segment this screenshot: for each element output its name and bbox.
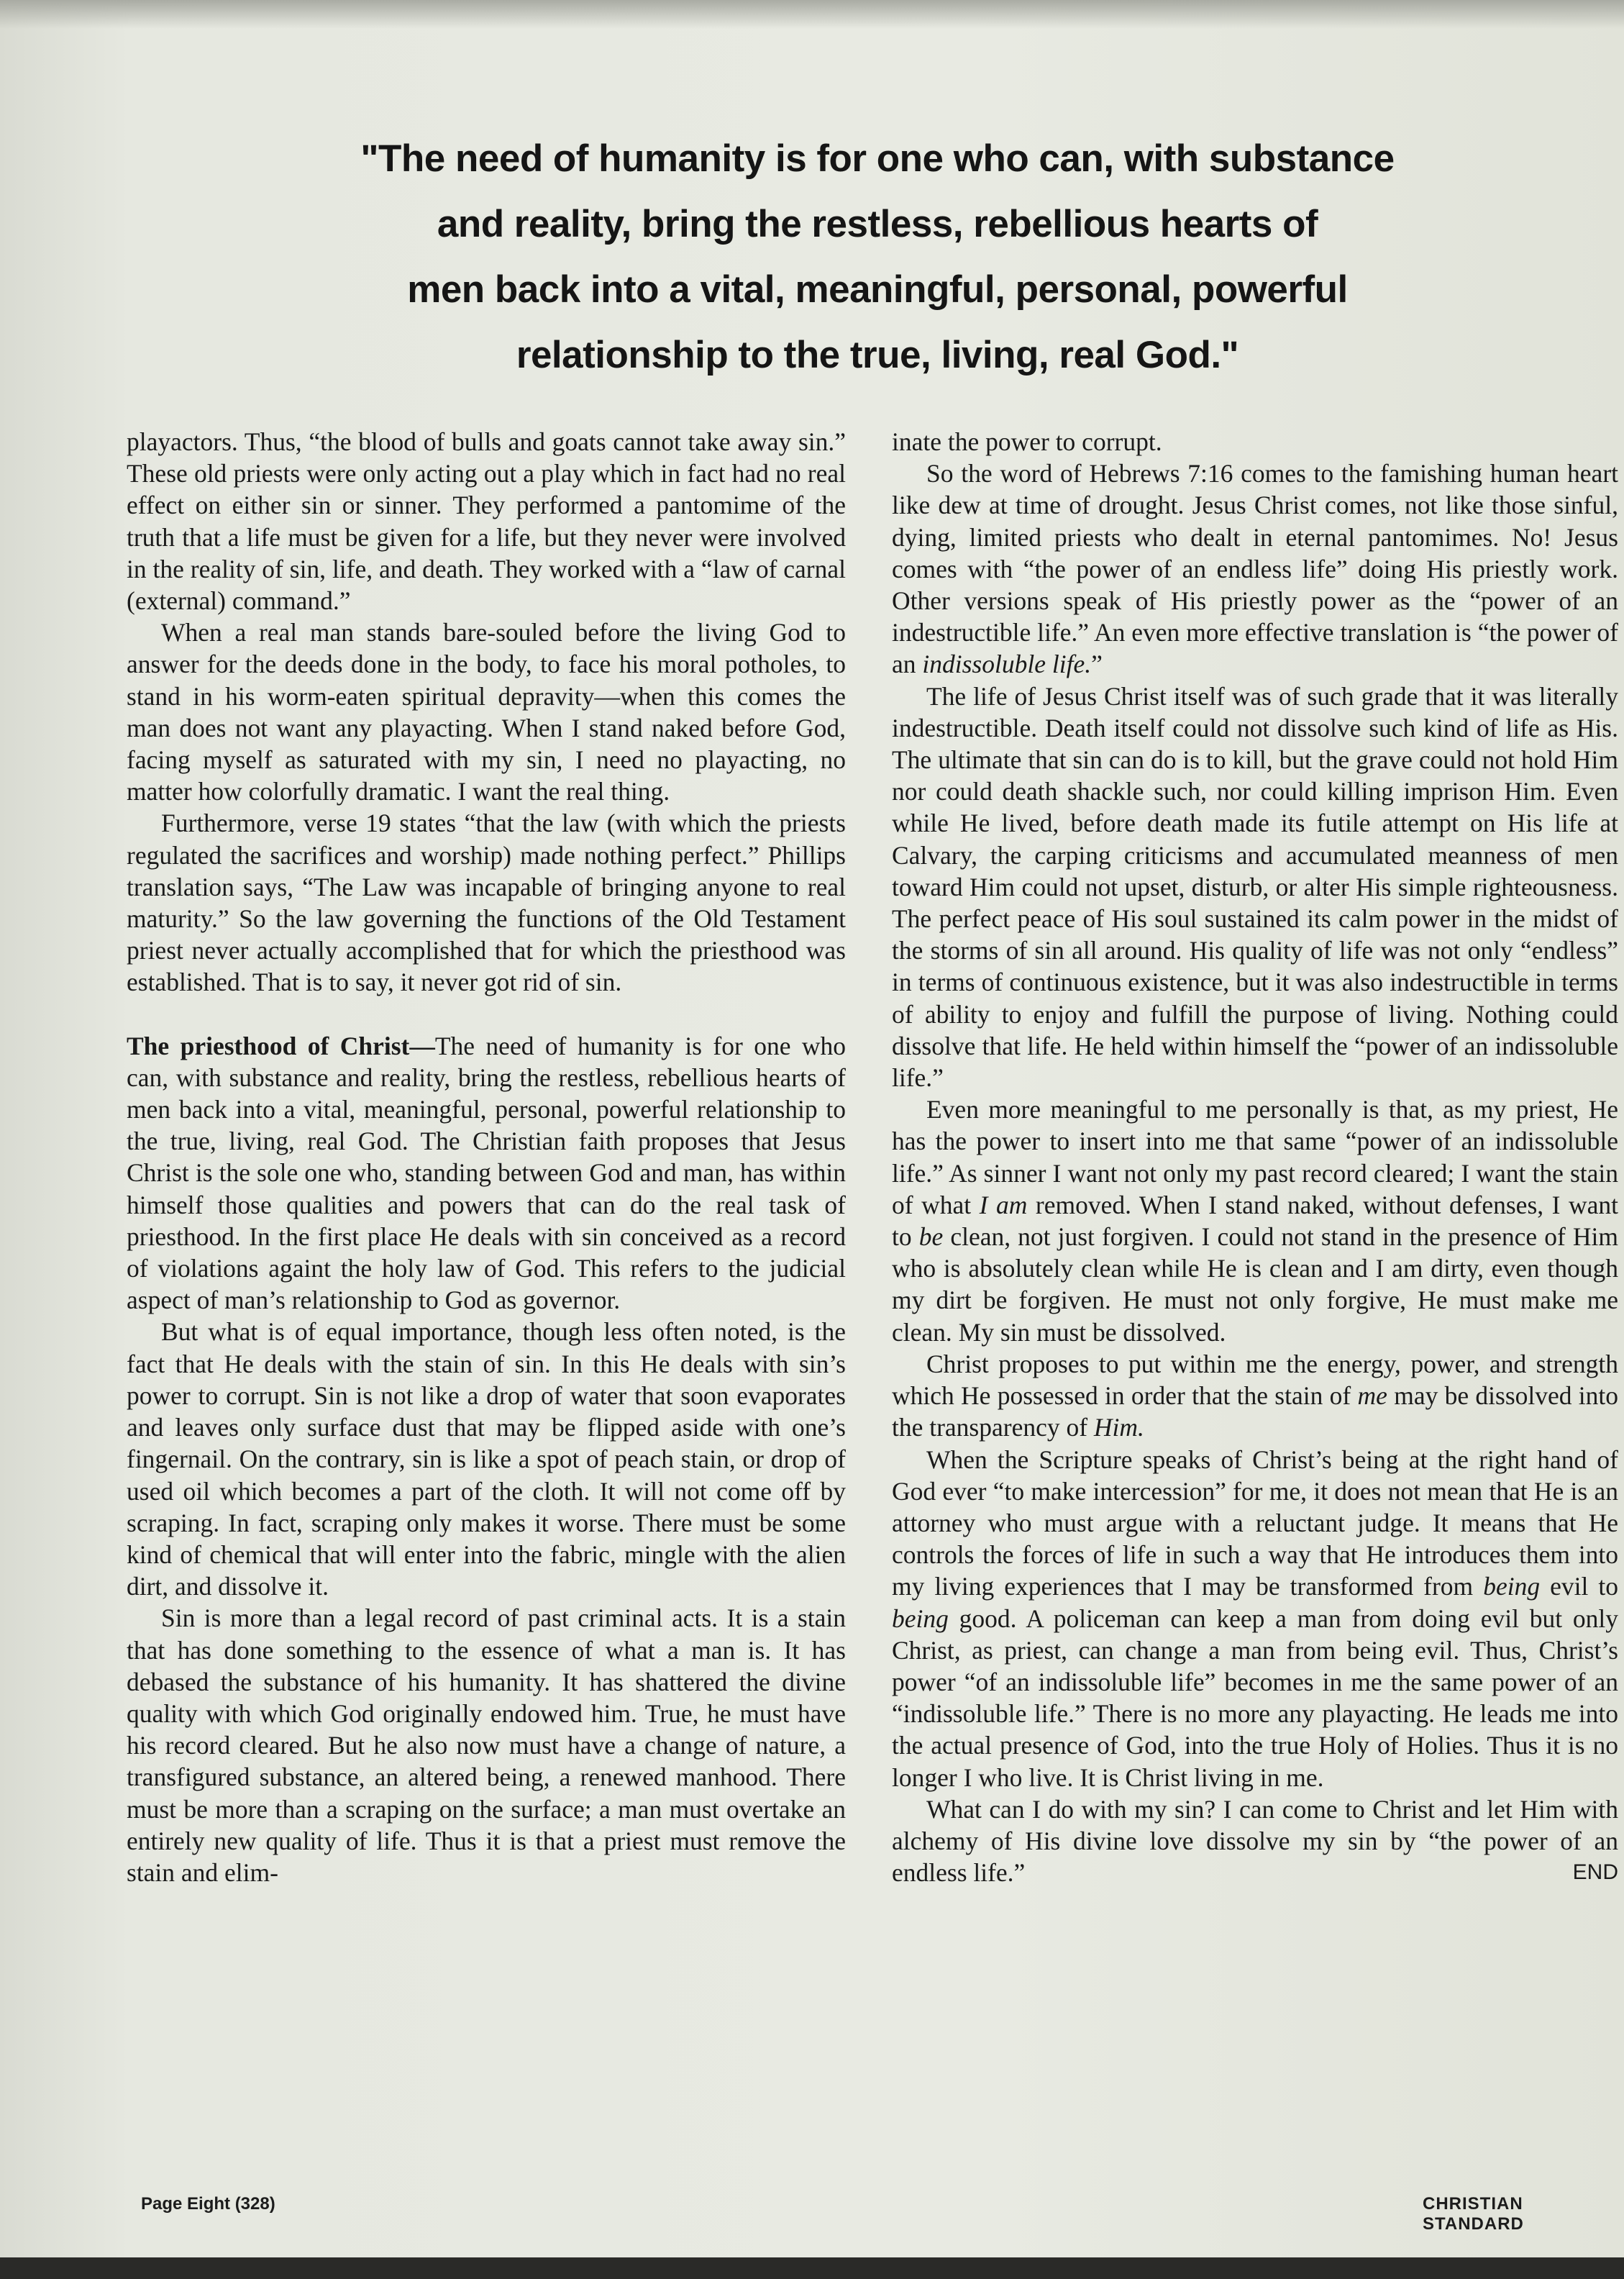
italic-run: be bbox=[918, 1222, 944, 1252]
section-heading: The priesthood of Christ— bbox=[127, 1031, 435, 1060]
right-paragraph-5 bbox=[892, 1348, 1618, 1444]
right-paragraph-6 bbox=[892, 1444, 1618, 1793]
left-paragraph-1: playactors. Thus, “the blood of bulls and goats cannot take away sin.” These old priests were only acting out a play which in fact had no real effect on either sin or sinner. They performed a pantomime of the truth that a life must be given for a life, but they never were involved in the reality of sin, life, and death. They worked with a “law of carnal (external) command.” bbox=[127, 427, 846, 616]
left-paragraph-4 bbox=[127, 1030, 846, 1316]
section-body: The need of humanity is for one who can, with substance and reality, bring the restless, rebellious hearts of men back into a vital, meaningful, personal, powerful relationship to the true, living, real God. The Christian faith proposes that Jesus Christ is the sole one who, standing between God and man, has within himself those qualities and powers that can do the real task of priesthood. In the first place He deals with sin conceived as a record of violations againt the holy law of God. This refers to the judicial aspect of man’s relationship to God as governor. bbox=[127, 1031, 846, 1315]
italic-run: being bbox=[892, 1604, 949, 1633]
text-run: evil to bbox=[1550, 1572, 1618, 1601]
right-column bbox=[892, 426, 1618, 1888]
right-paragraph-3: The life of Jesus Christ itself was of such grade that it was literally indestructible. Death itself could not dissolve such kind of life as His. The ultimate that sin can do is to kill, but the grave could not hold Him nor could death shackle such, nor could killing imprison Him. Even while He lived, before death made its futile attempt on His life at Calvary, the carping criticisms and accumulated meanness of men toward Him could not upset, disturb, or alter His simple righteousness. The perfect peace of His soul sustained its calm power in the midst of the storms of sin all around. His quality of life was not only “endless” in terms of continuous existence, but it was also indestructible in terms of ability to enjoy and fulfill the purpose of living. Nothing could dissolve that life. He held within himself the “power of an indissoluble life.” bbox=[892, 681, 1618, 1093]
left-paragraph-6: Sin is more than a legal record of past criminal acts. It is a stain that has done something to the essence of what a man is. It has debased the substance of his humanity. It has shattered the divine quality with which God originally endowed him. True, he must have his record cleared. But he also now must have a change of nature, a transfigured substance, an altered being, a renewed manhood. There must be more than a scraping on the surface; a man must overtake an entirely new quality of life. Thus it is that a priest must remove the stain and elim- bbox=[127, 1604, 846, 1887]
text-run: clean, not just forgiven. I could not stand in the presence of Him who is absolutely clean while He is clean and I am dirty, even though my dirt be forgiven. He must not only forgive, He must make me clean. My sin must be dissolved. bbox=[892, 1222, 1619, 1347]
text-run: may be dissolved into the transparency of bbox=[892, 1381, 1619, 1442]
right-paragraph-2 bbox=[892, 458, 1618, 680]
italic-run: I am bbox=[979, 1190, 1028, 1219]
pull-quote: "The need of humanity is for one who can, with substance and reality, bring the restless, rebellious hearts of men back into a vital, meaningful, personal, powerful relationship to the true, living, real God." bbox=[360, 137, 1395, 376]
publication-name: CHRISTIAN STANDARD bbox=[1423, 2194, 1524, 2234]
page-top-shadow bbox=[0, 0, 1624, 29]
text-run: Christ proposes to put within me the energy, power, and strength which He possessed in order that the stain of bbox=[892, 1349, 1618, 1411]
right-paragraph-4 bbox=[892, 1093, 1618, 1348]
left-paragraph-3: Furthermore, verse 19 states “that the law (with which the priests regulated the sacrifices and worship) made nothing perfect.” Phillips translation says, “The Law was incapable of bringing anyone to real maturity.” So the law governing the functions of the Old Testament priest never actually accomplished that for which the priesthood was established. That is to say, it never got rid of sin. bbox=[127, 809, 846, 997]
right-paragraph-1: inate the power to corrupt. bbox=[892, 427, 1162, 456]
text-run: Even more meaningful to me personally is that, as my priest, He has the power to insert into me that same “power of an indissoluble life.” As sinner I want not only my past record cleared; I want the stain of what bbox=[892, 1095, 1618, 1219]
left-paragraph-5: But what is of equal importance, though less often noted, is the fact that He deals with the stain of sin. In this He deals with sin’s power to corrupt. Sin is not like a drop of water that soon evaporates and leaves only surface dust that may be flipped aside with one’s fingernail. On the contrary, sin is like a spot of peach stain, or drop of used oil which becomes a part of the cloth. It will not come off by scraping. In fact, scraping only makes it worse. There must be some kind of chemical that will enter into the fabric, mingle with the alien dirt, and dissolve it. bbox=[127, 1317, 846, 1601]
end-mark: END bbox=[1572, 1860, 1618, 1885]
left-column bbox=[127, 426, 846, 1888]
text-run: removed. When I stand naked, without defenses, I want to bbox=[892, 1190, 1618, 1252]
italic-run: Him. bbox=[1093, 1413, 1144, 1442]
right-paragraph-7 bbox=[892, 1793, 1618, 1889]
text-run: good. A policeman can keep a man from doing evil but only Christ, as priest, can change a man from being evil. Thus, Christ’s power “of an indissoluble life” becomes in me the same power of an “indissoluble life.” There is no more any playacting. He leads me into the actual presence of God, into the true Holy of Holies. Thus it is no longer I who live. It is Christ living in me. bbox=[892, 1604, 1619, 1792]
text-run: So the word of Hebrews 7:16 comes to the famishing human heart like dew at time of drought. Jesus Christ comes, not like those sinful, dying, limited priests who dealt in eternal pantomimes. No! Jesus comes with “the power of an endless life” doing His priestly work. Other versions speak of His priestly power as the “power of an indestructible life.” An even more effective translation is “the power of an bbox=[892, 459, 1618, 679]
italic-run: indissoluble life. bbox=[922, 650, 1092, 679]
text-run: When the Scripture speaks of Christ’s being at the right hand of God ever “to make intercession” for me, it does not mean that He is an attorney who must argue with a reluctant judge. It means that He controls the forces of life in such a way that He introduces them into my living experiences that I may be transformed from bbox=[892, 1445, 1618, 1601]
text-run: What can I do with my sin? I can come to Christ and let Him with alchemy of His divine love dissolve my sin by “the power of an endless life.” bbox=[892, 1794, 1618, 1888]
text-run: ” bbox=[1091, 650, 1103, 679]
italic-run: me bbox=[1357, 1381, 1387, 1411]
left-paragraph-2: When a real man stands bare-souled before the living God to answer for the deeds done in the body, to face his moral potholes, to stand in his worm-eaten spiritual depravity—when this comes the man does not want any playacting. When I stand naked before God, facing myself as saturated with my sin, I need no playacting, no matter how colorfully dramatic. I want the real thing. bbox=[127, 618, 846, 806]
page-number: Page Eight (328) bbox=[141, 2194, 275, 2214]
scan-bottom-edge bbox=[0, 2257, 1624, 2279]
italic-run: being bbox=[1483, 1572, 1541, 1601]
